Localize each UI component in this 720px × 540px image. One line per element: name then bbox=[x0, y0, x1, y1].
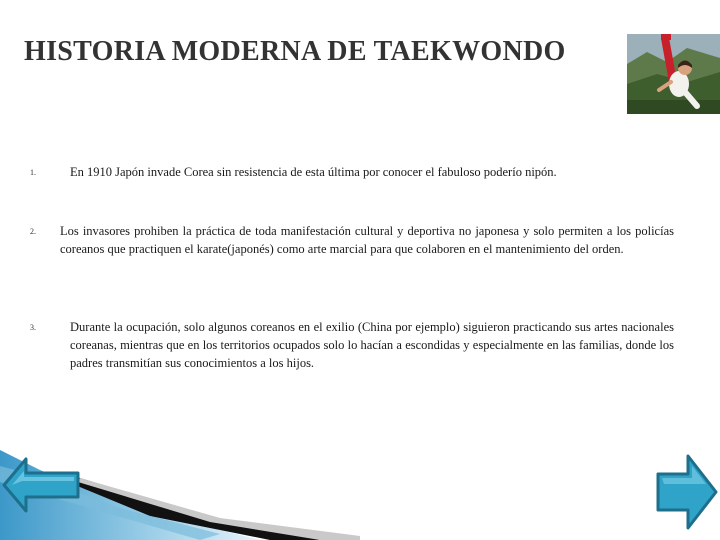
previous-slide-button[interactable] bbox=[0, 455, 82, 515]
list-item-number: 2. bbox=[30, 227, 36, 236]
list-item bbox=[30, 318, 674, 372]
next-slide-button[interactable] bbox=[654, 452, 720, 532]
list-item bbox=[30, 222, 674, 258]
list-item-number: 1. bbox=[30, 168, 36, 177]
arrow-right-icon bbox=[658, 456, 716, 528]
list-item bbox=[30, 163, 670, 181]
list-item-number: 3. bbox=[30, 323, 36, 332]
list-item-text: Los invasores prohiben la práctica de toda manifestación cultural y deportiva no japonesa y solo permiten a los policías coreanos que practiquen el karate(japonés) como arte marcial para que colaboren en el mantenimiento del orden. bbox=[60, 224, 674, 256]
list-item-text: En 1910 Japón invade Corea sin resistencia de esta última por conocer el fabuloso poderío nipón. bbox=[70, 165, 557, 179]
arrow-left-icon bbox=[4, 459, 78, 511]
slide-title: HISTORIA MODERNA DE TAEKWONDO bbox=[24, 36, 566, 67]
taekwondo-kick-photo bbox=[627, 34, 720, 114]
list-item-text: Durante la ocupación, solo algunos coreanos en el exilio (China por ejemplo) siguieron practicando sus artes nacionales coreanas, mientras que en los territorios ocupados solo lo hacían a escondidas y especialmente en las familias, donde los padres transmitían sus conocimientos a los hijos. bbox=[70, 320, 674, 370]
